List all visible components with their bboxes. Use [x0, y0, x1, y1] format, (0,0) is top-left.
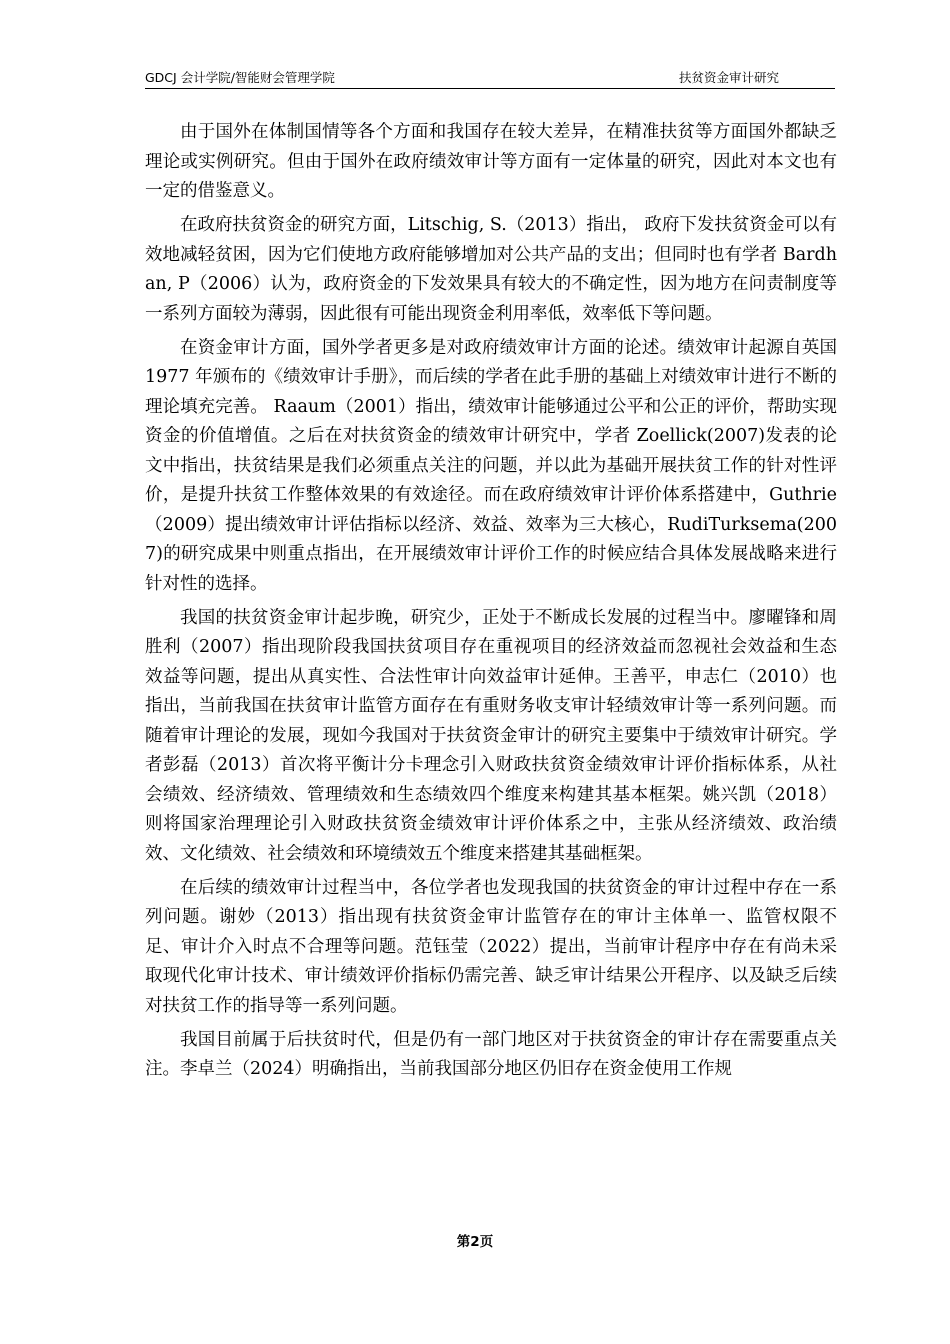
page-header	[145, 66, 835, 89]
paragraph-government-funds: 在政府扶贫资金的研究方面，Litschig, S.（2013）指出， 政府下发扶贫资金可以有效地减轻贫困，因为它们使地方政府能够增加对公共产品的支出；但同时也有学者 Bardhan, P（2006）认为，政府资金的下发效果具有较大的不确定性，因为地方在问责制度等一系列方面较为薄弱，因此很有可能出现资金利用率低，效率低下等问题。	[145, 215, 837, 324]
paragraph-post-poverty-era: 我国目前属于后扶贫时代，但是仍有一部门地区对于扶贫资金的审计存在需要重点关注。李卓兰（2024）明确指出，当前我国部分地区仍旧存在资金使用工作规	[145, 1029, 837, 1079]
paragraph-foreign-overview: 由于国外在体制国情等各个方面和我国存在较大差异，在精准扶贫等方面国外都缺乏理论或实例研究。但由于国外在政府绩效审计等方面有一定体量的研究，因此对本文也有一定的借鉴意义。	[145, 122, 837, 201]
paragraph-fund-audit: 在资金审计方面，国外学者更多是对政府绩效审计方面的论述。绩效审计起源自英国 1977 年颁布的《绩效审计手册》，而后续的学者在此手册的基础上对绩效审计进行不断的理论填充完善。 Raaum（2001）指出，绩效审计能够通过公平和公正的评价，帮助实现资金的价值增值。之后在对扶贫资金的绩效审计研究中，学者 Zoellick(2007)发表的论文中指出，扶贫结果是我们必须重点关注的问题，并以此为基础开展扶贫工作的针对性评价，是提升扶贫工作整体效果的有效途径。而在政府绩效审计评价体系搭建中，Guthrie（2009）提出绩效审计评估指标以经济、效益、效率为三大核心，RudiTurksema(2007)的研究成果中则重点指出，在开展绩效审计评价工作的时候应结合具体发展战略来进行针对性的选择。	[145, 337, 837, 594]
header-institution: GDCJ 会计学院/智能财会管理学院	[145, 70, 335, 85]
body-text	[145, 118, 837, 1089]
page-number: 第2页	[456, 1234, 494, 1250]
paragraph-audit-problems: 在后续的绩效审计过程当中，各位学者也发现我国的扶贫资金的审计过程中存在一系列问题。谢妙（2013）指出现有扶贫资金审计监管存在的审计主体单一、监管权限不足、审计介入时点不合理等问题。范钰莹（2022）提出，当前审计程序中存在有尚未采取现代化审计技术、审计绩效评价指标仍需完善、缺乏审计结果公开程序、以及缺乏后续对扶贫工作的指导等一系列问题。	[145, 877, 837, 1016]
header-title: 扶贫资金审计研究	[678, 70, 779, 85]
paragraph-domestic-research: 我国的扶贫资金审计起步晚，研究少，正处于不断成长发展的过程当中。廖曜锋和周胜利（2007）指出现阶段我国扶贫项目存在重视项目的经济效益而忽视社会效益和生态效益等问题，提出从真实性、合法性审计向效益审计延伸。王善平，申志仁（2010）也指出，当前我国在扶贫审计监管方面存在有重财务收支审计轻绩效审计等一系列问题。而随着审计理论的发展，现如今我国对于扶贫资金审计的研究主要集中于绩效审计研究。学者彭磊（2013）首次将平衡计分卡理念引入财政扶贫资金绩效审计评价指标体系，从社会绩效、经济绩效、管理绩效和生态绩效四个维度来构建其基本框架。姚兴凯（2018）则将国家治理理论引入财政扶贫资金绩效审计评价体系之中，主张从经济绩效、政治绩效、文化绩效、社会绩效和环境绩效五个维度来搭建其基础框架。	[145, 607, 837, 864]
